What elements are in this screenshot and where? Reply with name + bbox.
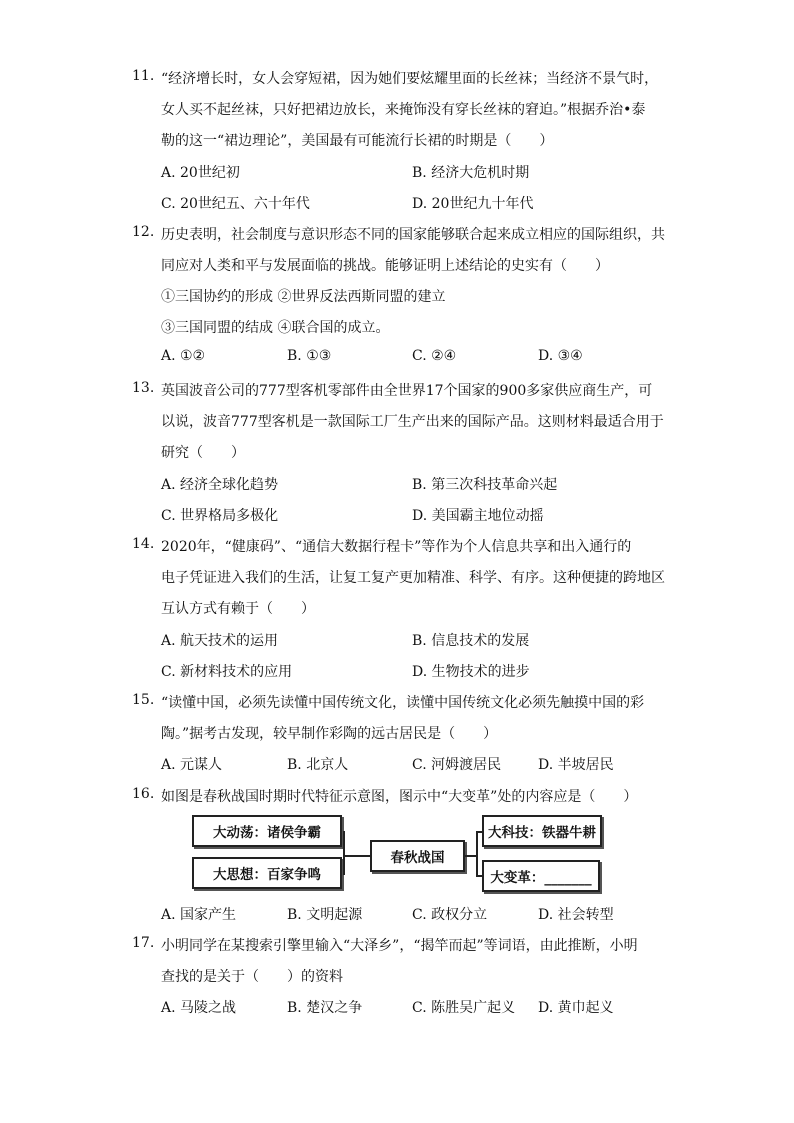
option-c[interactable]: C. 陈胜吴广起义 bbox=[412, 1000, 516, 1016]
option-d[interactable]: D. 美国霸主地位动摇 bbox=[412, 508, 544, 524]
question-text-line: 英国波音公司的777型客机零部件由全世界17个国家的900多家供应商生产，可 bbox=[161, 383, 653, 399]
option-b[interactable]: B. 楚汉之争 bbox=[287, 1000, 363, 1016]
diagram-box-center bbox=[370, 840, 465, 872]
option-b[interactable]: B. 文明起源 bbox=[287, 907, 363, 923]
diagram-box-reform bbox=[482, 860, 600, 892]
option-c[interactable]: C. 世界格局多极化 bbox=[161, 508, 279, 524]
option-c[interactable]: C. 新材料技术的应用 bbox=[161, 664, 293, 680]
option-a[interactable]: A. 航天技术的运用 bbox=[161, 633, 279, 649]
question-text-line: 同应对人类和平与发展面临的挑战。能够证明上述结论的史实有（ ） bbox=[161, 258, 609, 274]
option-d[interactable]: D. 半坡居民 bbox=[538, 757, 614, 773]
question-text-line: 电子凭证进入我们的生活，让复工复产更加精准、科学、有序。这种便捷的跨地区 bbox=[161, 570, 665, 586]
diagram-label: 大变革：_______ bbox=[490, 870, 592, 886]
question-number: 15. bbox=[132, 692, 155, 708]
question-text-line: ③三国同盟的结成 ④联合国的成立。 bbox=[161, 320, 390, 336]
option-b[interactable]: B. 信息技术的发展 bbox=[412, 633, 530, 649]
question-number: 17. bbox=[132, 935, 155, 951]
question-number: 16. bbox=[132, 786, 155, 802]
option-a[interactable]: A. 国家产生 bbox=[161, 907, 237, 923]
option-b[interactable]: B. 经济大危机时期 bbox=[412, 165, 530, 181]
option-d[interactable]: D. 20世纪九十年代 bbox=[412, 196, 534, 212]
connector-line bbox=[343, 831, 345, 875]
question-number: 14. bbox=[132, 536, 155, 552]
option-b[interactable]: B. 北京人 bbox=[287, 757, 349, 773]
question-text-line: ①三国协约的形成 ②世界反法西斯同盟的建立 bbox=[161, 289, 446, 305]
connector-line bbox=[476, 875, 482, 877]
question-text-line: 查找的是关于（ ）的资料 bbox=[161, 969, 343, 985]
option-c[interactable]: C. 20世纪五、六十年代 bbox=[161, 196, 310, 212]
option-b[interactable]: B. 第三次科技革命兴起 bbox=[412, 477, 558, 493]
option-b[interactable]: B. ①③ bbox=[287, 348, 332, 364]
question-text-line: 勒的这一“裙边理论”，美国最有可能流行长裙的时期是（ ） bbox=[161, 133, 554, 149]
option-d[interactable]: D. 黄巾起义 bbox=[538, 1000, 614, 1016]
connector-line bbox=[343, 855, 370, 857]
question-text-line: 陶。”据考古发现，较早制作彩陶的远古居民是（ ） bbox=[161, 726, 498, 742]
question-text-line: 研究（ ） bbox=[161, 445, 245, 461]
diagram-label: 春秋战国 bbox=[390, 850, 445, 866]
option-c[interactable]: C. 政权分立 bbox=[412, 907, 488, 923]
question-number: 13. bbox=[132, 380, 155, 396]
question-text-line: 2020年，“健康码”、“通信大数据行程卡”等作为个人信息共享和出入通行的 bbox=[161, 539, 632, 555]
question-text-line: 历史表明，社会制度与意识形态不同的国家能够联合起来成立相应的国际组织，共 bbox=[161, 227, 665, 243]
question-text-line: 互认方式有赖于（ ） bbox=[161, 601, 315, 617]
question-text-line: 如图是春秋战国时期时代特征示意图，图示中“大变革”处的内容应是（ ） bbox=[161, 789, 638, 805]
option-c[interactable]: C. ②④ bbox=[412, 348, 457, 364]
question-number: 11. bbox=[132, 68, 155, 84]
question-text-line: “读懂中国，必须先读懂中国传统文化，读懂中国传统文化必须先触摸中国的彩 bbox=[161, 695, 645, 711]
option-c[interactable]: C. 河姆渡居民 bbox=[412, 757, 502, 773]
option-d[interactable]: D. ③④ bbox=[538, 348, 583, 364]
option-d[interactable]: D. 社会转型 bbox=[538, 907, 614, 923]
diagram-box-thought bbox=[192, 857, 342, 889]
diagram-label: 大动荡：诸侯争霸 bbox=[213, 825, 321, 841]
connector-line bbox=[476, 831, 482, 833]
option-a[interactable]: A. 元谋人 bbox=[161, 757, 223, 773]
question-text-line: 女人买不起丝袜，只好把裙边放长，来掩饰没有穿长丝袜的窘迫。”根据乔治•泰 bbox=[161, 102, 646, 118]
option-a[interactable]: A. 20世纪初 bbox=[161, 165, 240, 181]
question-number: 12. bbox=[132, 224, 155, 240]
diagram-label: 大科技：铁器牛耕 bbox=[488, 825, 596, 841]
question-text-line: 小明同学在某搜索引擎里输入“大泽乡”，“揭竿而起”等词语，由此推断，小明 bbox=[161, 938, 638, 954]
question-text-line: “经济增长时，女人会穿短裙，因为她们要炫耀里面的长丝袜；当经济不景气时， bbox=[161, 71, 659, 87]
option-a[interactable]: A. 经济全球化趋势 bbox=[161, 477, 279, 493]
connector-line bbox=[476, 831, 478, 877]
diagram-box-turmoil bbox=[192, 815, 342, 847]
option-a[interactable]: A. ①② bbox=[161, 348, 206, 364]
option-a[interactable]: A. 马陵之战 bbox=[161, 1000, 237, 1016]
diagram-label: 大思想：百家争鸣 bbox=[213, 867, 321, 883]
option-d[interactable]: D. 生物技术的进步 bbox=[412, 664, 530, 680]
diagram-box-technology bbox=[482, 815, 602, 847]
question-text-line: 以说，波音777型客机是一款国际工厂生产出来的国际产品。这则材料最适合用于 bbox=[161, 414, 664, 430]
